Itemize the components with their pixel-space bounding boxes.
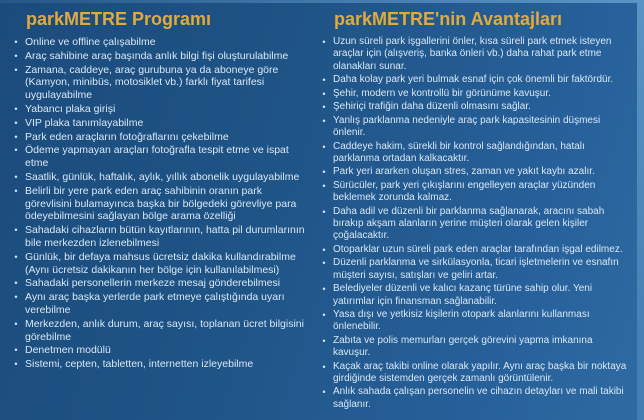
bullet-item bbox=[320, 206, 632, 243]
bullet-item bbox=[320, 335, 632, 360]
bullet-icon: • bbox=[322, 335, 326, 346]
bullet-text: Aynı araç başka yerlerde park etmeye çalıştığında uyarı verebilme bbox=[25, 291, 285, 316]
bullet-text: Caddeye hakim, sürekli bir kontrol sağlandığından, hatalı parklanma ortadan kalkacaktır. bbox=[333, 140, 585, 164]
advantages-bullet-list bbox=[320, 36, 632, 411]
bullet-item bbox=[320, 386, 632, 411]
bullet-icon: • bbox=[322, 37, 326, 47]
bullet-text: Daha adil ve düzenli bir parklanma sağlanarak, aracını sabah bırakıp akşam alanların yerine müşteri olarak gelen kişiler çoğalacaktır. bbox=[333, 205, 605, 242]
bullet-item bbox=[320, 88, 632, 101]
bullet-icon: • bbox=[322, 284, 326, 295]
bullet-text: Yasa dışı ve yetkisiz kişilerin otopark alanlarını kullanması önlenebilir. bbox=[333, 309, 590, 333]
bullet-item bbox=[320, 361, 632, 386]
bullet-item bbox=[12, 277, 310, 290]
bullet-icon: • bbox=[14, 37, 18, 47]
bullet-item bbox=[12, 291, 310, 317]
bullet-text: Saatlik, günlük, haftalık, aylık, yıllık abonelik uygulayabilme bbox=[25, 170, 300, 183]
bullet-item bbox=[12, 171, 310, 184]
bullet-item bbox=[12, 103, 310, 116]
bullet-text: Şehir, modern ve kontrollü bir görünüme kavuşur. bbox=[333, 87, 551, 99]
bullet-icon: • bbox=[14, 278, 18, 289]
bullet-text: Anlık sahada çalışan personelin ve cihazın detayları ve mali takibi sağlanır. bbox=[333, 386, 624, 410]
program-column-title: parkMETRE Programı bbox=[26, 9, 212, 29]
bullet-text: Park yeri ararken oluşan stres, zaman ve yakıt kaybı azalır. bbox=[333, 166, 595, 178]
bullet-text: Sürücüler, park yeri çıkışlarını engelleyen araçlar yüzünden beklemek zorunda kalmaz. bbox=[333, 179, 596, 204]
bullet-icon: • bbox=[14, 225, 18, 236]
program-column bbox=[12, 7, 310, 412]
bullet-icon: • bbox=[322, 167, 326, 178]
bullet-text: Online ve offline çalışabilme bbox=[25, 36, 156, 48]
bullet-text: Yabancı plaka girişi bbox=[25, 102, 116, 115]
bullet-icon: • bbox=[322, 310, 326, 320]
bullet-icon: • bbox=[322, 115, 326, 126]
bullet-item bbox=[12, 117, 310, 130]
bullet-icon: • bbox=[14, 171, 18, 182]
bullet-icon: • bbox=[14, 131, 18, 142]
bullet-item bbox=[320, 244, 632, 257]
bullet-text: Kaçak araç takibi online olarak yapılır. Aynı araç başka bir noktaya girdiğinde sistemden gerçek zamanlı görüntülenir. bbox=[333, 360, 627, 385]
bullet-text: Araç sahibine araç başında anlık bilgi fişi oluşturulabilme bbox=[25, 49, 289, 62]
bullet-item bbox=[12, 185, 310, 223]
bullet-text: Düzenli parklanma ve sirkülasyonla, ticari işletmelerin ve esnafın müşteri sayısı, satışları ve geliri artar. bbox=[333, 257, 619, 281]
bullet-item bbox=[12, 358, 310, 371]
bullet-icon: • bbox=[14, 103, 18, 114]
bullet-item bbox=[320, 180, 632, 205]
bullet-text: Uzun süreli park işgallerini önler, kısa süreli park etmek isteyen araçlar için (alışveriş, banka önleri vb.) daha rahat park etme olanakları sunar. bbox=[333, 36, 612, 72]
bullet-item bbox=[12, 50, 310, 63]
bullet-item bbox=[320, 101, 632, 114]
bullet-text: Zabıta ve polis memurları gerçek görevini yapma imkanına kavuşur. bbox=[333, 334, 593, 359]
bullet-text: Zamana, caddeye, araç gurubuna ya da aboneye göre (Kamyon, minibüs, motosiklet vb.) farklı fiyat tarifesi uygulayabilme bbox=[25, 63, 279, 102]
bullet-icon: • bbox=[14, 345, 18, 356]
bullet-text: Sistemi, cepten, tabletten, internetten izleyebilme bbox=[25, 358, 254, 371]
bullet-text: Ödeme yapmayan araçları fotoğrafla tespit etme ve ispat etme bbox=[25, 144, 289, 170]
bullet-item bbox=[320, 115, 632, 140]
bullet-text: Denetmen modülü bbox=[25, 344, 111, 357]
advantages-column bbox=[320, 7, 632, 412]
bullet-icon: • bbox=[322, 141, 326, 152]
advantages-column-title: parkMETRE'nin Avantajları bbox=[334, 9, 562, 29]
bullet-text: Sahadaki personellerin merkeze mesaj gönderebilmesi bbox=[25, 277, 281, 290]
bullet-item bbox=[12, 36, 310, 49]
bullet-icon: • bbox=[322, 258, 326, 269]
bullet-item bbox=[12, 251, 310, 277]
bullet-icon: • bbox=[14, 292, 18, 303]
bullet-icon: • bbox=[322, 361, 326, 372]
bullet-text: Daha kolay park yeri bulmak esnaf için çok önemli bir faktördür. bbox=[333, 74, 614, 86]
bullet-icon: • bbox=[322, 180, 326, 191]
bullet-icon: • bbox=[14, 185, 18, 196]
bullet-item bbox=[320, 166, 632, 179]
bullet-icon: • bbox=[322, 387, 326, 398]
bullet-text: Sahadaki cihazların bütün kayıtlarının, hatta pil durumlarının bile merkezden izlenebilmesi bbox=[25, 224, 305, 249]
bullet-item bbox=[12, 131, 310, 144]
bullet-item bbox=[12, 144, 310, 170]
bullet-icon: • bbox=[14, 64, 18, 75]
bullet-icon: • bbox=[322, 75, 326, 86]
program-bullet-list bbox=[12, 36, 310, 371]
bullet-text: VIP plaka tanımlayabilme bbox=[25, 116, 144, 129]
bullet-icon: • bbox=[322, 244, 326, 255]
bullet-icon: • bbox=[14, 359, 18, 370]
bullet-icon: • bbox=[14, 251, 18, 262]
bullet-icon: • bbox=[14, 117, 18, 128]
bullet-text: Park eden araçların fotoğraflarını çekebilme bbox=[25, 130, 229, 143]
bullet-icon: • bbox=[14, 50, 18, 61]
bullet-text: Otoparklar uzun süreli park eden araçlar tarafından işgal edilmez. bbox=[333, 243, 623, 255]
bullet-item bbox=[320, 257, 632, 282]
bullet-text: Yanlış parklanma nedeniyle araç park kapasitesinin düşmesi önlenir. bbox=[333, 114, 601, 139]
bullet-icon: • bbox=[322, 102, 326, 113]
bullet-text: Günlük, bir defaya mahsus ücretsiz dakika kullandırabilme (Aynı ücretsiz dakikanın her bölge için kullanılabilmesi) bbox=[25, 250, 296, 276]
bullet-text: Belirli bir yere park eden araç sahibinin oranın park görevlisini bulamayınca başka bir bölgedeki görevliye para ödeyebilmesini sağlayan bölge arama özelliği bbox=[25, 184, 297, 223]
bullet-item bbox=[320, 74, 632, 87]
bullet-icon: • bbox=[322, 88, 326, 99]
bullet-text: Şehiriçi trafiğin daha düzenli olmasını sağlar. bbox=[333, 101, 531, 113]
bullet-item bbox=[320, 283, 632, 308]
bullet-item bbox=[320, 141, 632, 166]
bullet-text: Merkezden, anlık durum, araç sayısı, toplanan ücret bilgisini görebilme bbox=[25, 317, 304, 343]
bullet-item bbox=[320, 309, 632, 334]
bullet-item bbox=[12, 224, 310, 250]
bullet-text: Belediyeler düzenli ve kalıcı kazanç türüne sahip olur. Yeni yatırımlar için finansman sağlanabilir. bbox=[333, 283, 593, 307]
bullet-item bbox=[12, 318, 310, 344]
bullet-icon: • bbox=[322, 206, 326, 217]
bullet-item bbox=[12, 64, 310, 102]
bullet-icon: • bbox=[14, 318, 18, 329]
bullet-item bbox=[12, 344, 310, 357]
bullet-icon: • bbox=[14, 145, 18, 156]
bullet-item bbox=[320, 36, 632, 73]
